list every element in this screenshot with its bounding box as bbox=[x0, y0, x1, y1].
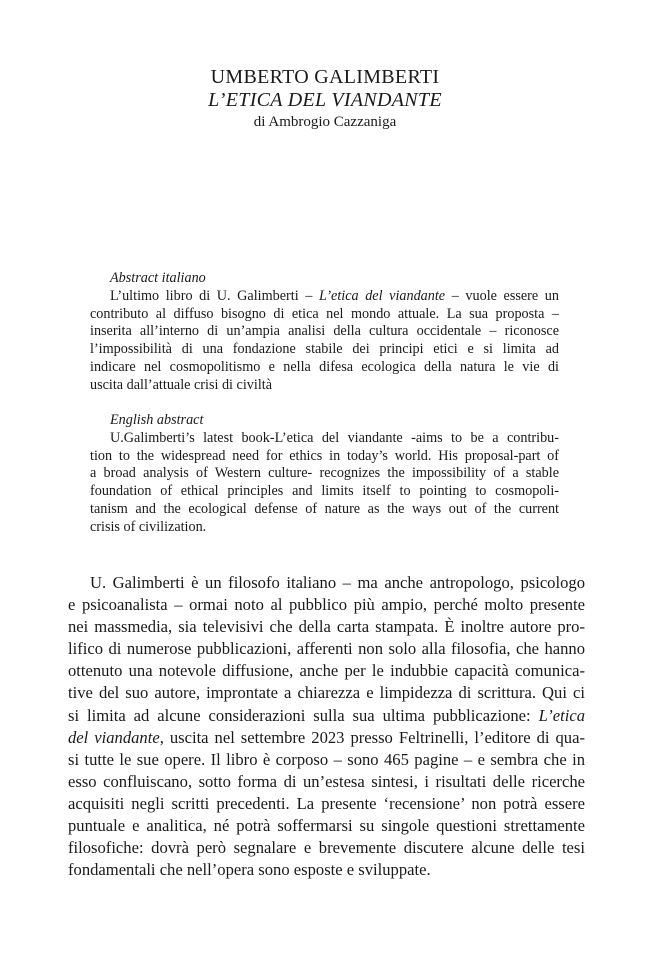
abstract-italian-line: uscita dall’attuale crisi di civiltà bbox=[90, 376, 273, 393]
abstract-english-line: tion to the widespread need for ethics in today’s world. His proposal-part of bbox=[90, 447, 559, 464]
abstract-english bbox=[90, 412, 559, 537]
body-book-title: L’etica bbox=[538, 705, 585, 725]
body-line: U. Galimberti è un filosofo italiano – ma anche antropologo, psicologo bbox=[90, 573, 585, 592]
abstract-italian-line: contributo al diffuso bisogno di etica nel mondo attuale. La sua proposta – bbox=[90, 305, 559, 322]
body-line: acquisiti negli scritti precedenti. La presente ‘recensione’ non potrà essere bbox=[68, 793, 585, 813]
abstract-italian-book-title: L’etica del viandante bbox=[318, 287, 446, 304]
body-line: nei massmedia, sia televisivi che della carta stampata. È inoltre autore pro- bbox=[68, 617, 585, 637]
body-line: puntuale e analitica, né potrà soffermarsi su singole questioni strettamente bbox=[68, 816, 585, 836]
abstract-italian-text: L’ultimo libro di U. Galimberti – bbox=[110, 287, 319, 304]
abstract-english-line: a broad analysis of Western culture- recognizes the impossibility of a stable bbox=[90, 465, 559, 482]
body-line: filosofiche: dovrà però segnalare e brevemente discutere alcune delle tesi bbox=[68, 838, 585, 858]
abstract-italian-heading: Abstract italiano bbox=[110, 270, 206, 286]
body-text: si limita ad alcune considerazioni sulla sua ultima pubblicazione: bbox=[68, 705, 539, 725]
author-name: UMBERTO GALIMBERTI bbox=[210, 66, 440, 88]
body-book-title: del viandante bbox=[68, 727, 160, 747]
abstract-english-heading: English abstract bbox=[110, 412, 204, 428]
body-line: ottenuto una notevole diffusione, anche per le indubbie capacità comunica- bbox=[68, 661, 585, 681]
body-line bbox=[68, 727, 585, 749]
body-paragraph bbox=[68, 572, 585, 881]
abstract-italian-line: l’impossibilità di una fondazione stabile dei principi etici e si limita ad bbox=[90, 341, 559, 358]
body-line: fondamentali che nell’opera sono esposte e sviluppate. bbox=[68, 860, 431, 880]
abstract-italian bbox=[90, 270, 559, 395]
body-line: tive del suo autore, improntate a chiarezza e limpidezza di scrittura. Qui ci bbox=[68, 683, 585, 703]
body-line: esso confluiscano, sotto forma di un’estesa sintesi, i risultati delle ricerche bbox=[68, 771, 585, 791]
book-title: L’ETICA DEL VIANDANTE bbox=[208, 89, 442, 111]
abstract-italian-line bbox=[90, 288, 559, 306]
abstract-english-line: tanism and the ecological defense of nature as the ways out of the current bbox=[90, 500, 559, 517]
abstract-english-line: foundation of ethical principles and limits itself to pointing to cosmopoli- bbox=[90, 483, 559, 500]
byline: di Ambrogio Cazzaniga bbox=[253, 114, 397, 130]
abstract-english-line: U.Galimberti’s latest book-L’etica del viandante -aims to be a contribu- bbox=[110, 429, 559, 446]
body-line: lifico di numerose pubblicazioni, afferenti non solo alla filosofia, che hanno bbox=[68, 639, 585, 659]
body-line: si tutte le sue opere. Il libro è corposo – sono 465 pagine – e sembra che in bbox=[68, 749, 585, 769]
abstract-italian-line: inserita all’interno di un’ampia analisi della cultura occidentale – riconosce bbox=[90, 323, 559, 340]
body-line bbox=[68, 705, 585, 727]
body-text: , uscita nel settembre 2023 presso Feltrinelli, l’editore di qua- bbox=[159, 727, 585, 747]
abstract-english-line: crisis of civilization. bbox=[90, 518, 207, 535]
abstract-italian-text: – vuole essere un bbox=[445, 287, 559, 304]
body-line: e psicoanalista – ormai noto al pubblico più ampio, perché molto presente bbox=[68, 595, 585, 615]
abstract-italian-line: indicare nel cosmopolitismo e nella difesa ecologica della natura le vie di bbox=[90, 358, 559, 375]
